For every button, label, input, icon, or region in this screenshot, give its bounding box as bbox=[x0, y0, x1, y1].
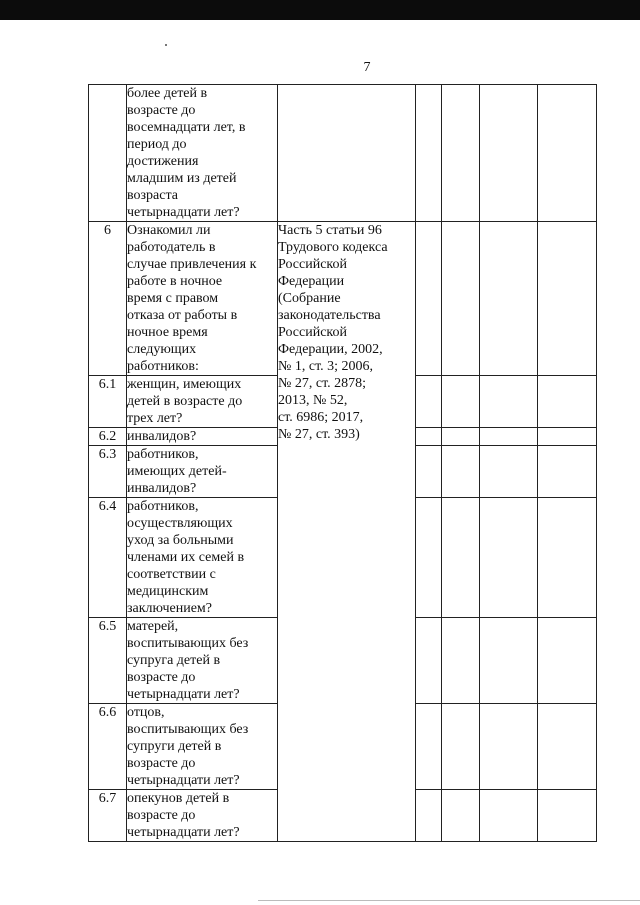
answer-yes-cell[interactable] bbox=[416, 498, 442, 618]
answer-no-cell[interactable] bbox=[442, 428, 480, 446]
answer-no-cell[interactable] bbox=[442, 790, 480, 842]
scan-top-bar bbox=[0, 0, 640, 20]
answer-na-cell[interactable] bbox=[480, 222, 538, 376]
row-number: 6.5 bbox=[89, 618, 127, 704]
answer-no-cell[interactable] bbox=[442, 222, 480, 376]
row-number: 6.3 bbox=[89, 446, 127, 498]
question-cell bbox=[127, 222, 278, 376]
row-number bbox=[89, 85, 127, 222]
answer-na-cell[interactable] bbox=[480, 446, 538, 498]
scan-artifact bbox=[165, 44, 167, 46]
remarks-cell[interactable] bbox=[538, 428, 597, 446]
question-text: работников, имеющих детей- инвалидов? bbox=[127, 447, 227, 496]
question-cell bbox=[127, 446, 278, 498]
row-number: 6.2 bbox=[89, 428, 127, 446]
question-cell bbox=[127, 704, 278, 790]
answer-no-cell[interactable] bbox=[442, 704, 480, 790]
row-number: 6.4 bbox=[89, 498, 127, 618]
question-text: более детей в возрасте до восемнадцати лет, в период до достижения младшим из детей возраста четырнадцати лет? bbox=[127, 86, 246, 220]
remarks-cell[interactable] bbox=[538, 446, 597, 498]
answer-yes-cell[interactable] bbox=[416, 790, 442, 842]
question-cell bbox=[127, 376, 278, 428]
answer-yes-cell[interactable] bbox=[416, 704, 442, 790]
answer-na-cell[interactable] bbox=[480, 618, 538, 704]
remarks-cell[interactable] bbox=[538, 790, 597, 842]
question-cell bbox=[127, 618, 278, 704]
answer-na-cell[interactable] bbox=[480, 428, 538, 446]
row-number: 6.7 bbox=[89, 790, 127, 842]
question-cell bbox=[127, 498, 278, 618]
question-text: опекунов детей в возрасте до четырнадцати лет? bbox=[127, 791, 240, 840]
answer-yes-cell[interactable] bbox=[416, 428, 442, 446]
remarks-cell[interactable] bbox=[538, 222, 597, 376]
law-cell-empty bbox=[278, 85, 416, 222]
remarks-cell[interactable] bbox=[538, 85, 597, 222]
answer-na-cell[interactable] bbox=[480, 85, 538, 222]
row-number: 6.1 bbox=[89, 376, 127, 428]
checklist-table bbox=[88, 84, 597, 842]
question-text: Ознакомил ли работодатель в случае привлечения к работе в ночное время с правом отказа от работы в ночное время следующих работников: bbox=[127, 223, 257, 374]
question-cell bbox=[127, 790, 278, 842]
answer-na-cell[interactable] bbox=[480, 376, 538, 428]
answer-no-cell[interactable] bbox=[442, 618, 480, 704]
question-text: отцов, воспитывающих без супруги детей в возрасте до четырнадцати лет? bbox=[127, 705, 249, 788]
question-text: женщин, имеющих детей в возрасте до трех лет? bbox=[127, 377, 243, 426]
answer-no-cell[interactable] bbox=[442, 376, 480, 428]
question-text: матерей, воспитывающих без супруга детей в возрасте до четырнадцати лет? bbox=[127, 619, 249, 702]
law-reference-cell: Часть 5 статьи 96 Трудового кодекса Российской Федерации (Собрание законодательства Российской Федерации, 2002, № 1, ст. 3; 2006, № 27, ст. 2878; 2013, № 52, ст. 6986; 2017, № 27, ст. 393) bbox=[278, 222, 416, 842]
table-row bbox=[89, 85, 597, 222]
answer-no-cell[interactable] bbox=[442, 446, 480, 498]
scan-bottom-edge bbox=[258, 900, 640, 901]
answer-na-cell[interactable] bbox=[480, 704, 538, 790]
question-cell bbox=[127, 85, 278, 222]
row-number: 6.6 bbox=[89, 704, 127, 790]
remarks-cell[interactable] bbox=[538, 376, 597, 428]
answer-yes-cell[interactable] bbox=[416, 222, 442, 376]
answer-yes-cell[interactable] bbox=[416, 618, 442, 704]
answer-na-cell[interactable] bbox=[480, 790, 538, 842]
page-number: 7 bbox=[363, 60, 371, 75]
question-text: инвалидов? bbox=[127, 429, 197, 444]
table-row bbox=[89, 222, 597, 376]
remarks-cell[interactable] bbox=[538, 618, 597, 704]
answer-no-cell[interactable] bbox=[442, 85, 480, 222]
answer-yes-cell[interactable] bbox=[416, 446, 442, 498]
answer-yes-cell[interactable] bbox=[416, 85, 442, 222]
answer-yes-cell[interactable] bbox=[416, 376, 442, 428]
question-text: работников, осуществляющих уход за больными членами их семей в соответствии с медицинским заключением? bbox=[127, 499, 245, 616]
remarks-cell[interactable] bbox=[538, 498, 597, 618]
row-number: 6 bbox=[89, 222, 127, 376]
remarks-cell[interactable] bbox=[538, 704, 597, 790]
question-cell bbox=[127, 428, 278, 446]
answer-na-cell[interactable] bbox=[480, 498, 538, 618]
answer-no-cell[interactable] bbox=[442, 498, 480, 618]
